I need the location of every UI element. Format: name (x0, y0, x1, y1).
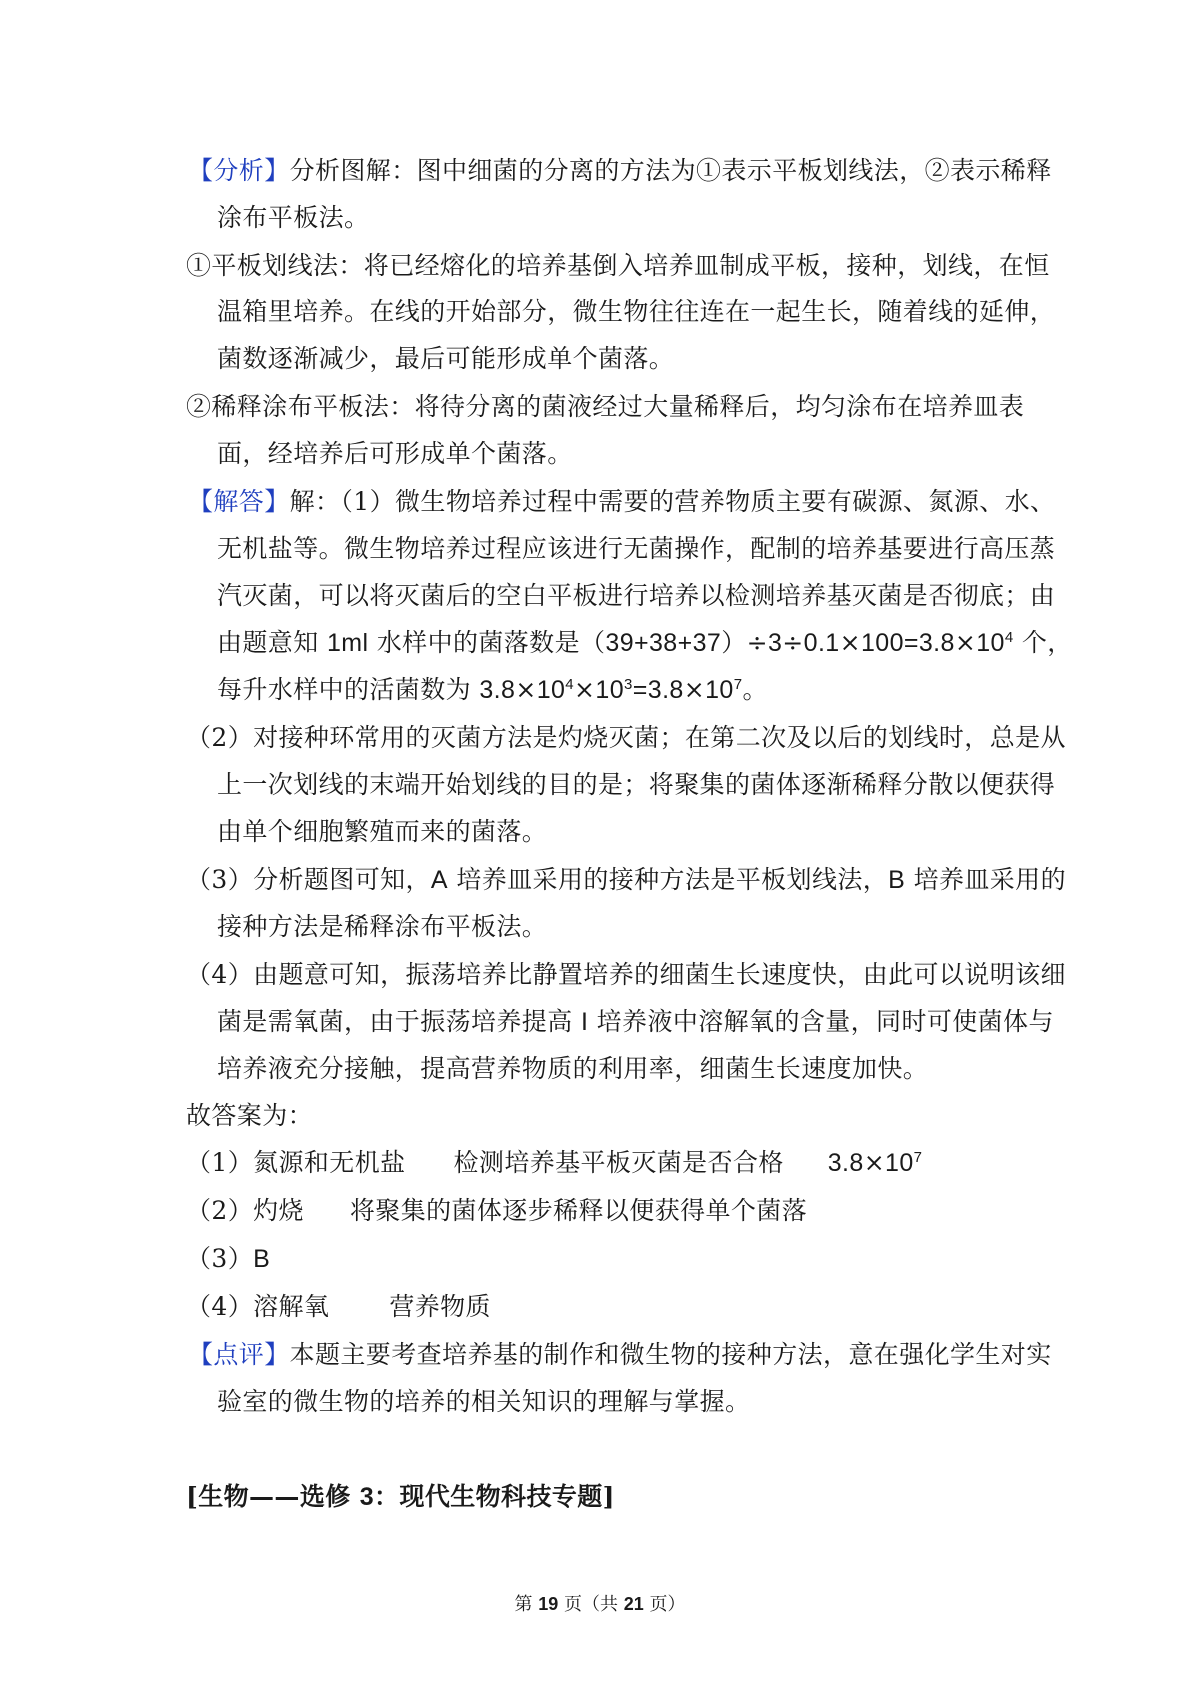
page-total: 21 (623, 1594, 644, 1614)
analysis-point-2-line-1: ②稀释涂布平板法：将待分离的菌液经过大量稀释后，均匀涂布在培养皿表 (186, 392, 1025, 421)
analysis-point-2-line-2: 面，经培养后可形成单个菌落。 (217, 439, 573, 468)
analysis-line-2: 涂布平板法。 (217, 203, 370, 232)
final-answer-2: （2）灼烧 将聚集的菌体逐步稀释以便获得单个菌落 (186, 1196, 808, 1225)
final-answer-1: （1）氮源和无机盐 检测培养基平板灭菌是否合格 $3.8\times 10^7$ (186, 1148, 923, 1177)
answer-line-2: 无机盐等。微生物培养过程应该进行无菌操作，配制的培养基要进行高压蒸 (217, 534, 1056, 563)
answer-q2-line-1: （2）对接种环常用的灭菌方法是灼烧灭菌；在第二次及以后的划线时，总是从 (186, 723, 1066, 752)
analysis-point-1-line-2: 温箱里培养。在线的开始部分，微生物往往连在一起生长，随着线的延伸， (217, 297, 1056, 326)
final-answer-label: 故答案为： (186, 1101, 314, 1130)
answer-line-5: 每升水样中的活菌数为 $3.8\times 10^4\times 10^3=3.8\times 10^7$。 (217, 675, 768, 704)
answer-q2-line-3: 由单个细胞繁殖而来的菌落。 (217, 817, 548, 846)
comment-line-1: 【点评】本题主要考查培养基的制作和微生物的接种方法，意在强化学生对实 (188, 1340, 1052, 1369)
page-footer: 第 19 页（共 21 页） (514, 1594, 686, 1615)
answer-tag: 【解答】 (188, 487, 290, 516)
final-answer-3: （3）B (186, 1244, 271, 1273)
answer-q4-line-2: 菌是需氧菌，由于振荡培养提高 I 培养液中溶解氧的含量，同时可使菌体与 (217, 1007, 1054, 1036)
analysis-line-1: 【分析】分析图解：图中细菌的分离的方法为①表示平板划线法，②表示稀释 (188, 156, 1052, 185)
comment-line-2: 验室的微生物的培养的相关知识的理解与掌握。 (217, 1387, 751, 1416)
section-heading: [生物——选修 3：现代生物科技专题] (186, 1482, 615, 1511)
answer-q4-line-1: （4）由题意可知，振荡培养比静置培养的细菌生长速度快，由此可以说明该细 (186, 960, 1066, 989)
analysis-tag: 【分析】 (188, 156, 290, 185)
page-number: 19 (538, 1594, 559, 1614)
answer-line-3: 汽灭菌，可以将灭菌后的空白平板进行培养以检测培养基灭菌是否彻底；由 (217, 581, 1056, 610)
analysis-point-1-line-1: ①平板划线法：将已经熔化的培养基倒入培养皿制成平板，接种，划线，在恒 (186, 251, 1050, 280)
answer-q2-line-2: 上一次划线的末端开始划线的目的是；将聚集的菌体逐渐稀释分散以便获得 (217, 770, 1056, 799)
answer-q4-line-3: 培养液充分接触，提高营养物质的利用率，细菌生长速度加快。 (217, 1054, 929, 1083)
comment-tag: 【点评】 (188, 1340, 290, 1369)
answer-q3-line-1: （3）分析题图可知，A 培养皿采用的接种方法是平板划线法，B 培养皿采用的 (186, 865, 1066, 894)
answer-line-4: 由题意知 1ml 水样中的菌落数是$(39+38+37)\div 3\div 0.1\times 100=3.8\times 10^4$ 个， (217, 628, 1073, 657)
analysis-point-1-line-3: 菌数逐渐减少，最后可能形成单个菌落。 (217, 344, 675, 373)
final-answer-4: （4）溶解氧 营养物质 (186, 1292, 491, 1321)
answer-q3-line-2: 接种方法是稀释涂布平板法。 (217, 912, 548, 941)
answer-line-1: 【解答】解：（1）微生物培养过程中需要的营养物质主要有碳源、氮源、水、 (188, 487, 1056, 516)
